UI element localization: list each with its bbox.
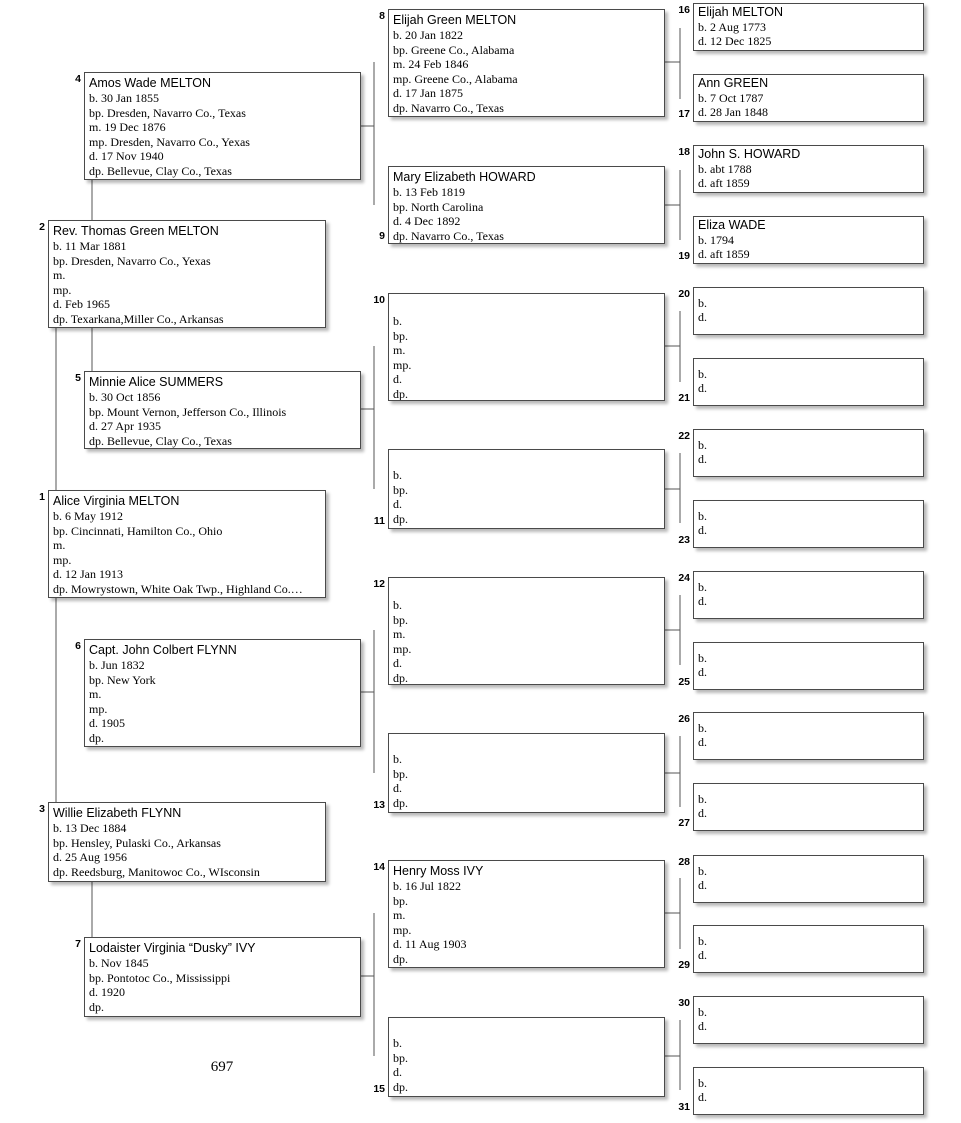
person-detail-line: b. (393, 314, 402, 328)
person-number: 2 (39, 221, 45, 233)
person-detail-line: d. Feb 1965 (53, 297, 110, 311)
person-number: 4 (75, 73, 81, 85)
person-name: John S. HOWARD (698, 147, 801, 161)
person-detail-line: mp. (89, 701, 108, 716)
person-box-8 (388, 9, 665, 117)
person-box-31 (693, 1067, 924, 1115)
person-detail-line: d. (698, 665, 707, 679)
person-box-6 (84, 639, 361, 747)
person-name: Capt. John Colbert FLYNN (89, 643, 237, 657)
person-detail-line: d. (393, 497, 402, 511)
person-box-23 (693, 500, 924, 548)
person-detail-line: bp. (393, 766, 408, 781)
person-box-10 (388, 293, 665, 401)
person-detail-line: d. (393, 372, 402, 386)
person-number: 14 (373, 861, 385, 873)
person-detail-line: b. 6 May 1912 (53, 509, 123, 523)
person-detail-line: bp. Greene Co., Alabama (393, 42, 515, 57)
person-box-2 (48, 220, 326, 328)
person-box-26 (693, 712, 924, 760)
person-number: 17 (678, 108, 690, 120)
person-number: 3 (39, 803, 45, 815)
person-box-27 (693, 783, 924, 831)
person-box-1 (48, 490, 326, 598)
person-detail-line: bp. (393, 328, 408, 343)
person-number: 5 (75, 372, 81, 384)
person-detail-line: d. 17 Jan 1875 (393, 86, 463, 100)
person-box-28 (693, 855, 924, 903)
page-number: 697 (210, 1059, 234, 1075)
person-box-18 (693, 145, 924, 193)
person-box-20 (693, 287, 924, 335)
person-name: Ann GREEN (698, 76, 769, 90)
person-detail-line: m. (393, 908, 406, 922)
person-name: Eliza WADE (698, 218, 766, 232)
person-box-5 (84, 371, 361, 449)
person-detail-line: b. (698, 438, 707, 452)
person-detail-line: b. 20 Jan 1822 (393, 28, 463, 42)
person-box-25 (693, 642, 924, 690)
person-detail-line: mp. (53, 552, 72, 567)
person-number: 29 (678, 959, 690, 971)
person-detail-line: d. (393, 1065, 402, 1079)
person-detail-line: m. (393, 627, 406, 641)
person-number: 8 (379, 10, 385, 22)
person-detail-line: b. 11 Mar 1881 (53, 239, 127, 253)
person-box-19 (693, 216, 924, 264)
person-detail-line: b. (698, 367, 707, 381)
person-detail-line: d. (698, 523, 707, 537)
person-detail-line: b. 30 Jan 1855 (89, 91, 159, 105)
person-detail-line: b. 7 Oct 1787 (698, 91, 764, 105)
person-name: Alice Virginia MELTON (53, 494, 180, 508)
person-box-16 (693, 3, 924, 51)
person-detail-line: b. (698, 509, 707, 523)
person-number: 15 (373, 1083, 385, 1095)
person-box-7 (84, 937, 361, 1017)
person-detail-line: m. 19 Dec 1876 (89, 120, 166, 134)
person-detail-line: dp. (393, 795, 408, 810)
person-detail-line: dp. Mowrystown, White Oak Twp., Highland Co.… (53, 581, 303, 596)
person-number: 28 (678, 856, 690, 868)
person-box-14 (388, 860, 665, 968)
person-name: Minnie Alice SUMMERS (89, 375, 224, 389)
person-detail-line: m. 24 Feb 1846 (393, 57, 469, 71)
person-name: Mary Elizabeth HOWARD (393, 170, 536, 184)
person-detail-line: d. 11 Aug 1903 (393, 937, 467, 951)
person-detail-line: d. 1920 (89, 985, 125, 999)
person-detail-line: d. (698, 1090, 707, 1104)
person-number: 22 (678, 430, 690, 442)
person-detail-line: d. (698, 594, 707, 608)
person-detail-line: d. (698, 1019, 707, 1033)
person-detail-line: b. (393, 598, 402, 612)
person-detail-line: d. 12 Dec 1825 (698, 34, 772, 48)
person-number: 7 (75, 938, 81, 950)
person-detail-line: dp. Navarro Co., Texas (393, 100, 504, 115)
person-detail-line: b. (393, 1036, 402, 1050)
person-detail-line: dp. (89, 730, 104, 745)
person-detail-line: dp. (393, 511, 408, 526)
person-detail-line: m. (53, 268, 66, 282)
person-detail-line: dp. Navarro Co., Texas (393, 228, 504, 243)
person-detail-line: d. aft 1859 (698, 247, 750, 261)
person-number: 10 (373, 294, 385, 306)
person-detail-line: d. (698, 735, 707, 749)
person-number: 24 (678, 572, 690, 584)
person-detail-line: dp. Texarkana,Miller Co., Arkansas (53, 311, 224, 326)
person-detail-line: mp. Dresden, Navarro Co., Yexas (89, 134, 250, 149)
person-name: Rev. Thomas Green MELTON (53, 224, 219, 238)
person-detail-line: mp. (393, 922, 412, 937)
person-detail-line: d. 27 Apr 1935 (89, 419, 161, 433)
person-detail-line: d. 17 Nov 1940 (89, 149, 164, 163)
person-number: 16 (678, 4, 690, 16)
person-number: 20 (678, 288, 690, 300)
person-detail-line: mp. (393, 357, 412, 372)
person-detail-line: d. (698, 381, 707, 395)
person-detail-line: d. 12 Jan 1913 (53, 567, 123, 581)
person-detail-line: d. (698, 452, 707, 466)
person-detail-line: d. 28 Jan 1848 (698, 105, 768, 119)
person-name: Henry Moss IVY (393, 864, 484, 878)
person-detail-line: dp. (393, 951, 408, 966)
person-detail-line: b. (698, 580, 707, 594)
person-detail-line: b. Nov 1845 (89, 956, 149, 970)
person-detail-line: bp. (393, 893, 408, 908)
person-box-4 (84, 72, 361, 180)
person-box-29 (693, 925, 924, 973)
person-box-3 (48, 802, 326, 882)
person-detail-line: d. (698, 806, 707, 820)
person-box-15 (388, 1017, 665, 1097)
person-detail-line: d. (393, 781, 402, 795)
person-box-22 (693, 429, 924, 477)
person-detail-line: dp. (393, 386, 408, 401)
person-detail-line: m. (393, 343, 406, 357)
person-number: 1 (39, 491, 45, 503)
person-number: 18 (678, 146, 690, 158)
person-name: Lodaister Virginia “Dusky” IVY (89, 941, 256, 955)
person-detail-line: b. (698, 1005, 707, 1019)
person-number: 13 (373, 799, 385, 811)
person-detail-line: b. 13 Feb 1819 (393, 185, 465, 199)
person-detail-line: b. (393, 752, 402, 766)
person-detail-line: b. (698, 296, 707, 310)
person-detail-line: bp. (393, 612, 408, 627)
person-detail-line: dp. (393, 1079, 408, 1094)
person-number: 6 (75, 640, 81, 652)
person-detail-line: mp. Greene Co., Alabama (393, 71, 518, 86)
person-detail-line: b. (393, 468, 402, 482)
person-name: Willie Elizabeth FLYNN (53, 806, 182, 820)
person-name: Elijah MELTON (698, 5, 783, 19)
person-detail-line: b. 16 Jul 1822 (393, 879, 462, 893)
person-number: 26 (678, 713, 690, 725)
person-detail-line: dp. Bellevue, Clay Co., Texas (89, 163, 232, 178)
person-number: 19 (678, 250, 690, 262)
person-detail-line: bp. Dresden, Navarro Co., Yexas (53, 253, 211, 268)
person-detail-line: b. (698, 792, 707, 806)
person-detail-line: d. 25 Aug 1956 (53, 850, 128, 864)
person-number: 9 (379, 230, 385, 242)
person-detail-line: mp. (53, 282, 72, 297)
person-detail-line: b. 30 Oct 1856 (89, 390, 161, 404)
person-detail-line: bp. Dresden, Navarro Co., Texas (89, 105, 246, 120)
person-box-13 (388, 733, 665, 813)
person-name: Elijah Green MELTON (393, 13, 517, 27)
person-detail-line: bp. New York (89, 672, 156, 687)
person-detail-line: d. (698, 310, 707, 324)
person-detail-line: d. (393, 656, 402, 670)
person-detail-line: dp. (393, 670, 408, 685)
person-detail-line: d. 4 Dec 1892 (393, 214, 461, 228)
person-detail-line: bp. Hensley, Pulaski Co., Arkansas (53, 835, 221, 850)
person-detail-line: bp. Pontotoc Co., Mississippi (89, 970, 231, 985)
person-detail-line: b. (698, 1076, 707, 1090)
person-detail-line: b. (698, 934, 707, 948)
person-detail-line: b. 13 Dec 1884 (53, 821, 127, 835)
person-box-17 (693, 74, 924, 122)
person-detail-line: mp. (393, 641, 412, 656)
person-number: 23 (678, 534, 690, 546)
person-detail-line: dp. (89, 999, 104, 1014)
person-detail-line: b. (698, 721, 707, 735)
person-name: Amos Wade MELTON (89, 76, 212, 90)
person-box-9 (388, 166, 665, 244)
person-detail-line: bp. Cincinnati, Hamilton Co., Ohio (53, 523, 223, 538)
person-detail-line: d. (698, 948, 707, 962)
person-detail-line: m. (89, 687, 102, 701)
person-number: 12 (373, 578, 385, 590)
person-detail-line: bp. (393, 1050, 408, 1065)
person-number: 27 (678, 817, 690, 829)
person-detail-line: b. Jun 1832 (89, 658, 145, 672)
person-number: 31 (678, 1101, 690, 1113)
person-detail-line: dp. Reedsburg, Manitowoc Co., WIsconsin (53, 864, 260, 879)
person-detail-line: bp. (393, 482, 408, 497)
person-box-12 (388, 577, 665, 685)
person-detail-line: dp. Bellevue, Clay Co., Texas (89, 433, 232, 448)
person-box-30 (693, 996, 924, 1044)
person-number: 30 (678, 997, 690, 1009)
person-detail-line: bp. North Carolina (393, 199, 484, 214)
person-box-24 (693, 571, 924, 619)
person-number: 25 (678, 676, 690, 688)
person-detail-line: b. (698, 864, 707, 878)
person-number: 11 (373, 515, 385, 527)
person-detail-line: b. abt 1788 (698, 162, 752, 176)
person-detail-line: m. (53, 538, 66, 552)
person-detail-line: d. 1905 (89, 716, 125, 730)
person-number: 21 (678, 392, 690, 404)
person-detail-line: d. aft 1859 (698, 176, 750, 190)
person-detail-line: d. (698, 878, 707, 892)
person-detail-line: bp. Mount Vernon, Jefferson Co., Illinois (89, 404, 287, 419)
person-detail-line: b. 1794 (698, 233, 734, 247)
person-box-11 (388, 449, 665, 529)
person-detail-line: b. 2 Aug 1773 (698, 20, 767, 34)
person-box-21 (693, 358, 924, 406)
person-detail-line: b. (698, 651, 707, 665)
